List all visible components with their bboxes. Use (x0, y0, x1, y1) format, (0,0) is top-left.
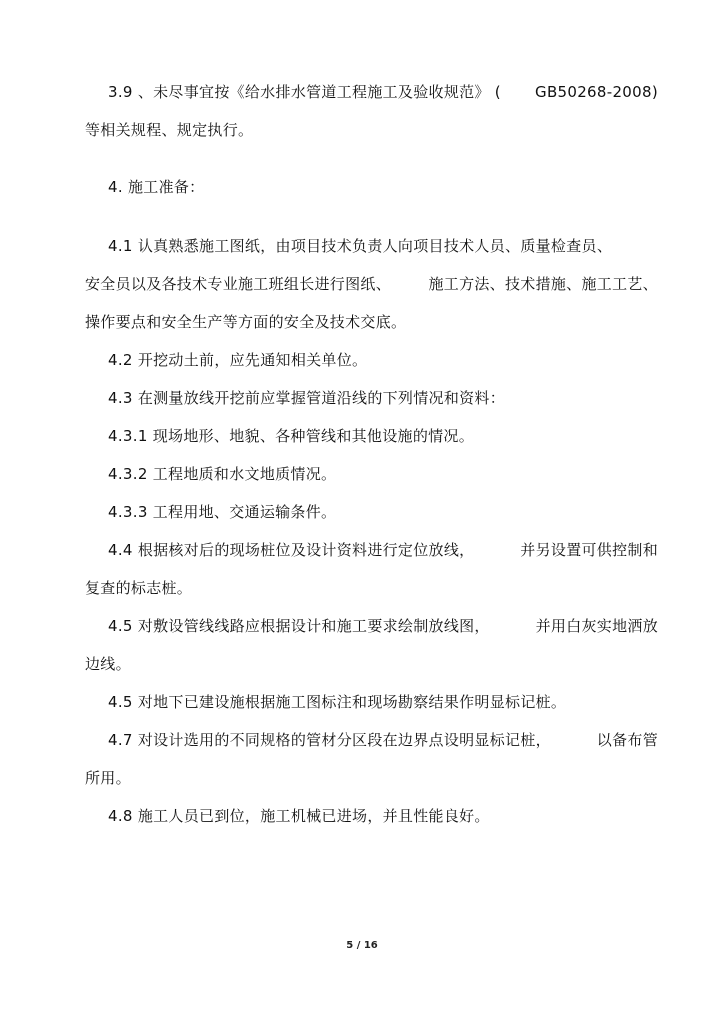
paragraph-4-3-1: 4.3.1 现场地形、地貌、各种管线和其他设施的情况。 (108, 427, 475, 445)
paragraph-4-4-line-2: 复查的标志桩。 (85, 579, 193, 597)
text-segment: 4.4 根据核对后的现场桩位及设计资料进行定位放线， (108, 541, 475, 559)
paragraph-3-9-line-1 (108, 82, 658, 102)
paragraph-4-5b: 4.5 对地下已建设施根据施工图标注和现场勘察结果作明显标记桩。 (108, 693, 567, 711)
paragraph-4-8: 4.8 施工人员已到位，施工机械已进场，并且性能良好。 (108, 807, 490, 825)
paragraph-4-4-line-1 (108, 540, 658, 560)
text-segment: 并用白灰实地洒放 (535, 617, 658, 635)
text-segment: GB50268-2008) (535, 83, 658, 101)
text-segment: 3.9 、未尽事宜按《给水排水管道工程施工及验收规范》 ( (108, 83, 501, 101)
text-segment: 4.5 对敷设管线线路应根据设计和施工要求绘制放线图， (108, 617, 490, 635)
paragraph-4-5-line-1 (108, 616, 658, 636)
paragraph-3-9-line-2: 等相关规程、规定执行。 (85, 121, 254, 139)
text-segment: 安全员以及各技术专业施工班组长进行图纸、 (85, 275, 392, 293)
paragraph-4-7-line-1 (108, 730, 658, 750)
paragraph-4-3-3: 4.3.3 工程用地、交通运输条件。 (108, 503, 337, 521)
section-heading-4: 4. 施工准备： (108, 178, 205, 196)
paragraph-4-1-line-1: 4.1 认真熟悉施工图纸，由项目技术负责人向项目技术人员、质量检查员、 (108, 237, 613, 255)
paragraph-4-7-line-2: 所用。 (85, 769, 131, 787)
text-segment: 并另设置可供控制和 (520, 541, 658, 559)
text-segment: 施工方法、技术措施、施工工艺、 (428, 275, 658, 293)
paragraph-4-2: 4.2 开挖动土前，应先通知相关单位。 (108, 351, 368, 369)
page-number: 5 / 16 (346, 940, 378, 951)
paragraph-4-1-line-2 (85, 274, 658, 294)
paragraph-4-5-line-2: 边线。 (85, 655, 131, 673)
text-segment: 以备布管 (596, 731, 658, 749)
text-segment: 4.7 对设计选用的不同规格的管材分区段在边界点设明显标记桩， (108, 731, 551, 749)
paragraph-4-3-2: 4.3.2 工程地质和水文地质情况。 (108, 465, 337, 483)
paragraph-4-1-line-3: 操作要点和安全生产等方面的安全及技术交底。 (85, 313, 407, 331)
paragraph-4-3: 4.3 在测量放线开挖前应掌握管道沿线的下列情况和资料： (108, 389, 506, 407)
